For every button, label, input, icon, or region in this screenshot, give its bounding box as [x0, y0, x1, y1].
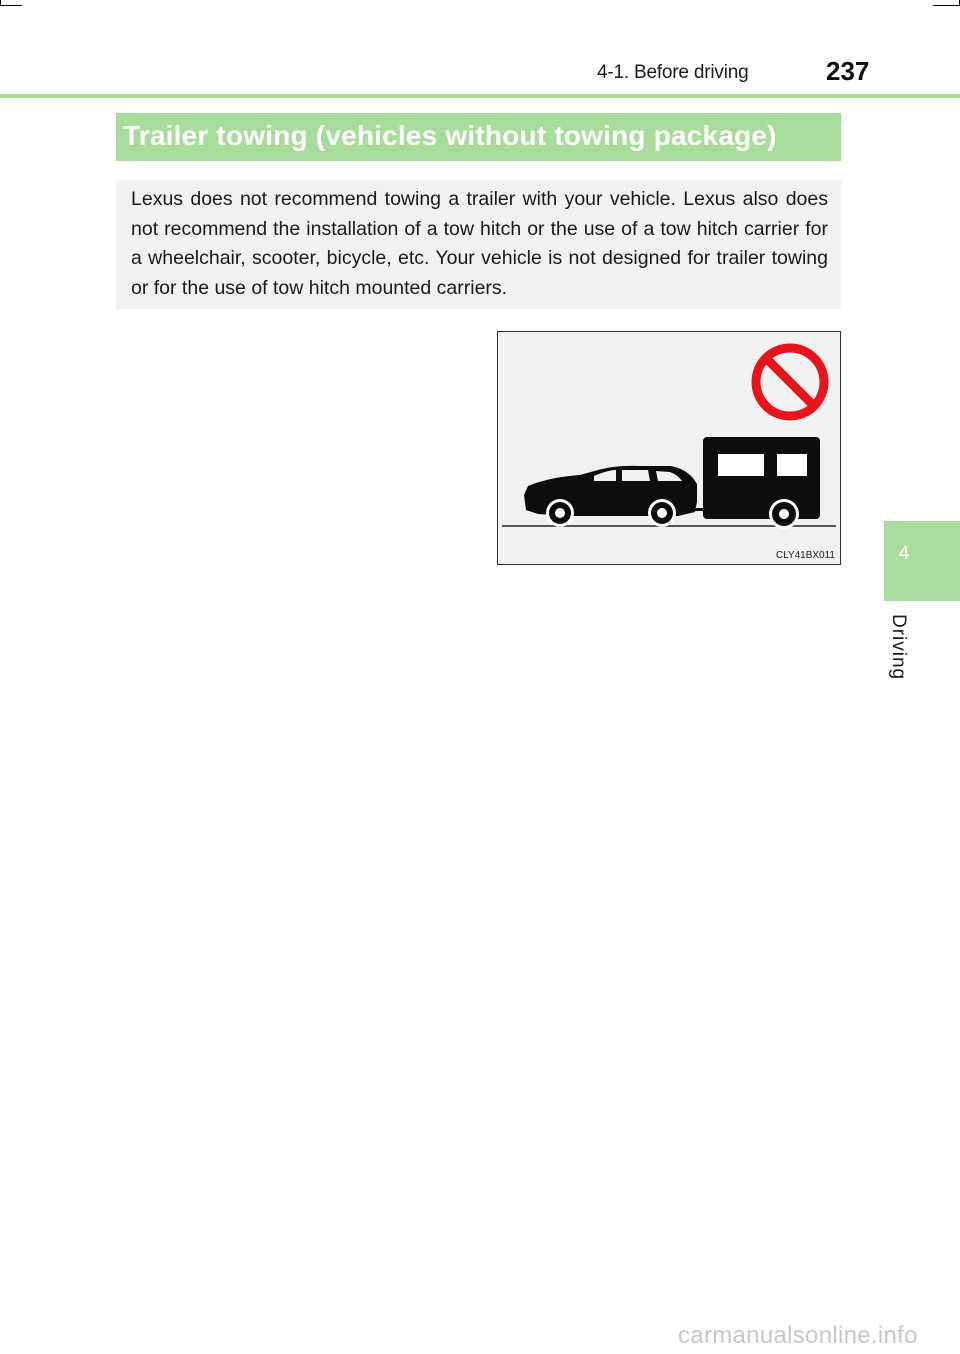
towing-illustration — [497, 331, 841, 565]
chapter-label-text: Driving — [888, 614, 909, 681]
chapter-number: 4 — [898, 543, 910, 564]
chapter-tab[interactable] — [884, 521, 960, 601]
illustration-graphic — [498, 332, 840, 564]
header-divider — [0, 94, 960, 98]
notice-box — [116, 180, 841, 309]
chapter-label — [887, 614, 917, 694]
prohibited-icon — [756, 348, 824, 416]
title-bar — [116, 113, 841, 161]
trailer-icon — [694, 437, 820, 529]
page-title: Trailer towing (vehicles without towing package) — [123, 120, 777, 151]
section-heading: 4-1. Before driving — [597, 62, 749, 83]
notice-text: Lexus does not recommend towing a trailer with your vehicle. Lexus also does not recommend the installation of a tow hitch or the use of a tow hitch carrier for a wheelchair, scooter, bicycle, etc. Your vehicle is not designed for trailer towing or for the use of tow hitch mounted carriers. — [131, 188, 828, 299]
crop-mark-top-right-h — [933, 5, 960, 6]
page-number: 237 — [826, 56, 870, 86]
car-icon — [524, 466, 697, 527]
watermark: carmanualsonline.info — [678, 1322, 918, 1349]
figure-code: CLY41BX011 — [775, 550, 835, 561]
crop-mark-top-left-h — [0, 5, 22, 6]
